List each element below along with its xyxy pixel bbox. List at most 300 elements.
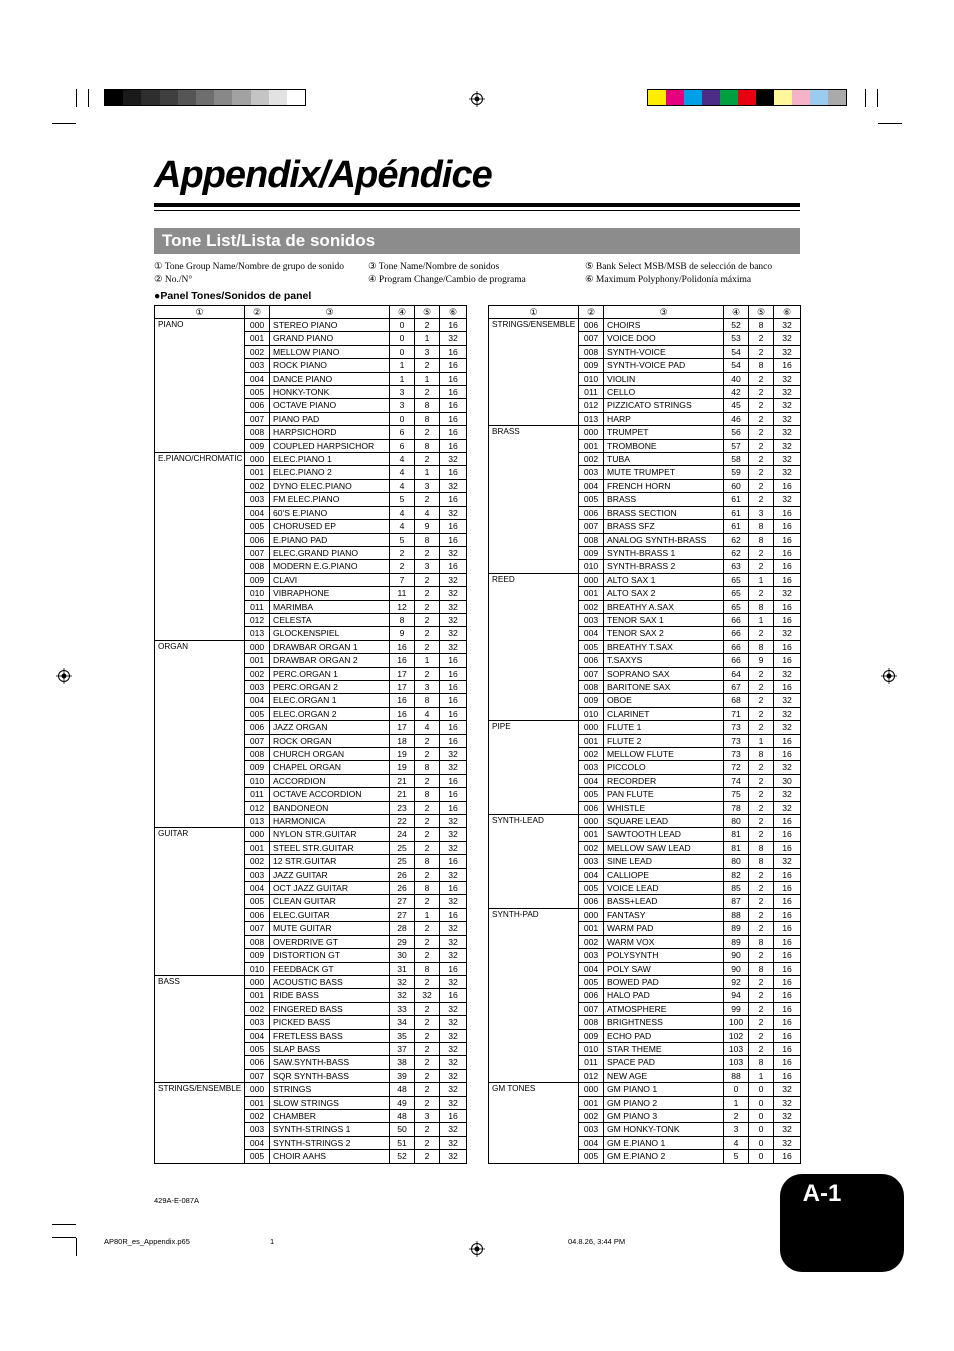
program-change-cell: 89 (724, 935, 749, 948)
tone-number-cell: 005 (579, 975, 604, 988)
program-change-cell: 28 (390, 922, 415, 935)
table-row (489, 667, 801, 680)
tone-number-cell: 006 (245, 908, 270, 921)
polyphony-cell: 16 (774, 815, 801, 828)
tone-name-cell: MODERN E.G.PIANO (270, 560, 390, 573)
tone-number-cell: 001 (579, 734, 604, 747)
tone-name-cell: SPACE PAD (604, 1056, 724, 1069)
polyphony-cell: 32 (440, 949, 467, 962)
program-change-cell: 0 (390, 319, 415, 332)
bank-msb-cell: 2 (749, 412, 774, 425)
table-row (155, 466, 467, 479)
program-change-cell: 56 (724, 426, 749, 439)
polyphony-cell: 16 (774, 520, 801, 533)
table-row (489, 319, 801, 332)
bank-msb-cell: 2 (749, 908, 774, 921)
bank-msb-cell: 2 (749, 386, 774, 399)
polyphony-cell: 32 (440, 546, 467, 559)
tone-number-cell: 002 (245, 667, 270, 680)
bank-msb-cell: 2 (749, 1016, 774, 1029)
bank-msb-cell: 2 (415, 640, 440, 653)
polyphony-cell: 32 (774, 345, 801, 358)
tone-number-cell: 004 (579, 962, 604, 975)
bank-msb-cell: 0 (749, 1109, 774, 1122)
polyphony-cell: 32 (774, 453, 801, 466)
program-change-cell: 32 (390, 989, 415, 1002)
tone-name-cell: T.SAXYS (604, 654, 724, 667)
table-row (155, 908, 467, 921)
tone-name-cell: OCTAVE PIANO (270, 399, 390, 412)
program-change-cell: 26 (390, 882, 415, 895)
tone-name-cell: CHAPEL ORGAN (270, 761, 390, 774)
table-row (489, 949, 801, 962)
tone-number-cell: 000 (245, 1083, 270, 1096)
registration-mark-icon (881, 668, 897, 684)
group-name-cell (155, 372, 245, 385)
polyphony-cell: 16 (440, 1109, 467, 1122)
program-change-cell: 27 (390, 895, 415, 908)
tone-name-cell: BREATHY T.SAX (604, 640, 724, 653)
tone-name-cell: SAW.SYNTH-BASS (270, 1056, 390, 1069)
color-swatch (828, 90, 846, 105)
table-row (489, 533, 801, 546)
column-header: ⑥ (440, 306, 467, 319)
program-change-cell: 0 (390, 412, 415, 425)
table-row (155, 1016, 467, 1029)
bank-msb-cell: 2 (749, 332, 774, 345)
program-change-cell: 99 (724, 1002, 749, 1015)
footer-page: 1 (270, 1237, 275, 1246)
tone-name-cell: ATMOSPHERE (604, 1002, 724, 1015)
bank-msb-cell: 2 (415, 1096, 440, 1109)
group-name-cell (489, 1096, 579, 1109)
table-row (155, 1150, 467, 1163)
group-name-cell (155, 345, 245, 358)
table-row (489, 680, 801, 693)
bank-msb-cell: 2 (749, 707, 774, 720)
group-name-cell (155, 667, 245, 680)
tone-name-cell: ELEC.GUITAR (270, 908, 390, 921)
tone-number-cell: 002 (579, 1109, 604, 1122)
tone-number-cell: 013 (245, 627, 270, 640)
group-name-cell (155, 1136, 245, 1149)
group-name-cell (155, 533, 245, 546)
tone-number-cell: 005 (245, 386, 270, 399)
tone-number-cell: 006 (579, 654, 604, 667)
table-row (155, 935, 467, 948)
title-rule-thin (154, 210, 800, 211)
group-name-cell (489, 1136, 579, 1149)
table-row (489, 479, 801, 492)
polyphony-cell: 16 (440, 774, 467, 787)
group-name-cell (489, 1150, 579, 1163)
bank-msb-cell: 2 (415, 426, 440, 439)
group-name-cell (155, 788, 245, 801)
program-change-cell: 2 (724, 1109, 749, 1122)
program-change-cell: 12 (390, 600, 415, 613)
tone-number-cell: 007 (245, 734, 270, 747)
bank-msb-cell: 2 (749, 694, 774, 707)
column-header: ② (245, 306, 270, 319)
program-change-cell: 4 (390, 520, 415, 533)
polyphony-cell: 16 (774, 560, 801, 573)
polyphony-cell: 16 (440, 989, 467, 1002)
group-name-cell (489, 694, 579, 707)
tone-number-cell: 005 (579, 1150, 604, 1163)
tone-number-cell: 003 (245, 1123, 270, 1136)
bank-msb-cell: 2 (749, 801, 774, 814)
table-row (489, 828, 801, 841)
group-name-cell (155, 1123, 245, 1136)
program-change-cell: 49 (390, 1096, 415, 1109)
color-swatch (648, 90, 666, 105)
bank-msb-cell: 8 (415, 761, 440, 774)
group-name-cell (155, 1150, 245, 1163)
program-change-cell: 66 (724, 613, 749, 626)
legend-item: ② No./N° (154, 275, 193, 285)
tone-number-cell: 010 (245, 587, 270, 600)
program-change-cell: 92 (724, 975, 749, 988)
bank-msb-cell: 3 (415, 345, 440, 358)
registration-mark-icon (56, 668, 72, 684)
polyphony-cell: 16 (774, 734, 801, 747)
group-name-cell (489, 855, 579, 868)
program-change-cell: 58 (724, 453, 749, 466)
table-row (155, 1123, 467, 1136)
tone-number-cell: 004 (245, 506, 270, 519)
program-change-cell: 50 (390, 1123, 415, 1136)
polyphony-cell: 32 (774, 721, 801, 734)
tone-name-cell: PICKED BASS (270, 1016, 390, 1029)
bank-msb-cell: 2 (415, 1042, 440, 1055)
tone-number-cell: 004 (579, 774, 604, 787)
group-name-cell (489, 975, 579, 988)
polyphony-cell: 32 (774, 1123, 801, 1136)
group-name-cell (155, 399, 245, 412)
tone-number-cell: 007 (245, 546, 270, 559)
tone-name-cell: HALO PAD (604, 989, 724, 1002)
bank-msb-cell: 2 (415, 613, 440, 626)
polyphony-cell: 16 (440, 372, 467, 385)
table-row (489, 855, 801, 868)
bank-msb-cell: 8 (749, 520, 774, 533)
tone-name-cell: PICCOLO (604, 761, 724, 774)
tone-name-cell: NYLON STR.GUITAR (270, 828, 390, 841)
program-change-cell: 17 (390, 680, 415, 693)
tone-name-cell: CELLO (604, 386, 724, 399)
program-change-cell: 37 (390, 1042, 415, 1055)
section-title: Tone List/Lista de sonidos (154, 228, 800, 254)
color-swatch (232, 90, 250, 105)
bank-msb-cell: 2 (415, 319, 440, 332)
table-row (155, 882, 467, 895)
bank-msb-cell: 2 (415, 1002, 440, 1015)
polyphony-cell: 16 (774, 680, 801, 693)
group-name-cell (155, 761, 245, 774)
table-row (155, 533, 467, 546)
tone-name-cell: 60'S E.PIANO (270, 506, 390, 519)
program-change-cell: 4 (390, 466, 415, 479)
program-change-cell: 0 (390, 332, 415, 345)
tone-number-cell: 001 (245, 1096, 270, 1109)
program-change-cell: 4 (724, 1136, 749, 1149)
tone-name-cell: COUPLED HARPSICHOR (270, 439, 390, 452)
bank-msb-cell: 1 (415, 654, 440, 667)
bank-msb-cell: 2 (415, 493, 440, 506)
program-change-cell: 29 (390, 935, 415, 948)
program-change-cell: 18 (390, 734, 415, 747)
polyphony-cell: 16 (774, 1029, 801, 1042)
table-row (155, 922, 467, 935)
tone-name-cell: PIANO PAD (270, 412, 390, 425)
bank-msb-cell: 0 (749, 1096, 774, 1109)
group-name-cell: BASS (155, 975, 245, 988)
program-change-cell: 65 (724, 573, 749, 586)
tone-number-cell: 006 (245, 399, 270, 412)
polyphony-cell: 16 (774, 640, 801, 653)
tone-number-cell: 008 (245, 935, 270, 948)
tone-name-cell: SYNTH-BRASS 2 (604, 560, 724, 573)
program-change-cell: 61 (724, 506, 749, 519)
bank-msb-cell: 1 (415, 372, 440, 385)
program-change-cell: 81 (724, 828, 749, 841)
program-change-cell: 42 (724, 386, 749, 399)
polyphony-cell: 16 (440, 533, 467, 546)
group-name-cell: PIPE (489, 721, 579, 734)
table-row (155, 386, 467, 399)
program-change-cell: 88 (724, 908, 749, 921)
tone-number-cell: 000 (579, 573, 604, 586)
bank-msb-cell: 2 (749, 815, 774, 828)
group-name-cell (489, 1069, 579, 1082)
polyphony-cell: 32 (440, 627, 467, 640)
tone-name-cell: SQUARE LEAD (604, 815, 724, 828)
table-row (155, 1109, 467, 1122)
bank-msb-cell: 2 (415, 386, 440, 399)
table-row (155, 1042, 467, 1055)
tone-number-cell: 001 (579, 587, 604, 600)
table-row (155, 855, 467, 868)
table-row (489, 707, 801, 720)
tone-number-cell: 003 (579, 1123, 604, 1136)
tone-number-cell: 009 (245, 573, 270, 586)
tone-number-cell: 000 (245, 828, 270, 841)
tone-number-cell: 002 (245, 345, 270, 358)
table-row (155, 1002, 467, 1015)
table-row (155, 815, 467, 828)
tone-name-cell: WHISTLE (604, 801, 724, 814)
bank-msb-cell: 2 (749, 868, 774, 881)
group-name-cell (155, 466, 245, 479)
program-change-cell: 46 (724, 412, 749, 425)
tone-name-cell: SINE LEAD (604, 855, 724, 868)
table-row (489, 908, 801, 921)
group-name-cell (155, 774, 245, 787)
bank-msb-cell: 3 (749, 506, 774, 519)
table-row (155, 439, 467, 452)
group-name-cell (489, 439, 579, 452)
program-change-cell: 65 (724, 587, 749, 600)
polyphony-cell: 32 (440, 332, 467, 345)
program-change-cell: 25 (390, 841, 415, 854)
polyphony-cell: 16 (440, 734, 467, 747)
group-name-cell (155, 908, 245, 921)
table-row (489, 694, 801, 707)
tone-name-cell: GM PIANO 1 (604, 1083, 724, 1096)
bank-msb-cell: 2 (415, 935, 440, 948)
group-name-cell (155, 412, 245, 425)
table-row (489, 841, 801, 854)
program-change-cell: 52 (390, 1150, 415, 1163)
color-swatch (160, 90, 178, 105)
table-row (155, 412, 467, 425)
bank-msb-cell: 0 (749, 1136, 774, 1149)
table-row (489, 734, 801, 747)
crop-mark (52, 1224, 76, 1225)
bank-msb-cell: 8 (749, 319, 774, 332)
registration-mark-icon (469, 91, 485, 107)
tone-name-cell: TRUMPET (604, 426, 724, 439)
tone-number-cell: 006 (579, 506, 604, 519)
bank-msb-cell: 8 (415, 533, 440, 546)
crop-mark (52, 123, 76, 124)
tone-number-cell: 006 (245, 1056, 270, 1069)
program-change-cell: 19 (390, 761, 415, 774)
program-change-cell: 61 (724, 493, 749, 506)
tone-number-cell: 005 (245, 707, 270, 720)
group-name-cell (489, 479, 579, 492)
color-swatch (756, 90, 774, 105)
bank-msb-cell: 2 (749, 466, 774, 479)
program-change-cell: 35 (390, 1029, 415, 1042)
table-row (489, 466, 801, 479)
table-row (489, 426, 801, 439)
group-name-cell (155, 895, 245, 908)
bank-msb-cell: 2 (415, 949, 440, 962)
tone-number-cell: 002 (579, 748, 604, 761)
tone-number-cell: 004 (579, 1136, 604, 1149)
polyphony-cell: 32 (774, 493, 801, 506)
tone-number-cell: 009 (579, 694, 604, 707)
table-row (155, 560, 467, 573)
polyphony-cell: 16 (440, 707, 467, 720)
polyphony-cell: 16 (774, 748, 801, 761)
tone-number-cell: 000 (579, 426, 604, 439)
bank-msb-cell: 2 (415, 359, 440, 372)
tone-number-cell: 001 (579, 439, 604, 452)
tone-number-cell: 004 (245, 694, 270, 707)
program-change-cell: 57 (724, 439, 749, 452)
bank-msb-cell: 4 (415, 707, 440, 720)
bank-msb-cell: 2 (749, 560, 774, 573)
table-row (489, 1123, 801, 1136)
program-change-cell: 64 (724, 667, 749, 680)
polyphony-cell: 32 (774, 694, 801, 707)
page-title: Appendix/Apéndice (154, 154, 492, 196)
bank-msb-cell: 0 (749, 1150, 774, 1163)
polyphony-cell: 16 (774, 1150, 801, 1163)
program-change-cell: 74 (724, 774, 749, 787)
bank-msb-cell: 3 (415, 479, 440, 492)
program-change-cell: 59 (724, 466, 749, 479)
group-name-cell (155, 426, 245, 439)
tone-number-cell: 002 (579, 600, 604, 613)
polyphony-cell: 16 (440, 801, 467, 814)
polyphony-cell: 16 (440, 694, 467, 707)
tone-number-cell: 008 (579, 345, 604, 358)
tone-number-cell: 005 (579, 882, 604, 895)
group-name-cell: ORGAN (155, 640, 245, 653)
table-row (155, 479, 467, 492)
group-name-cell (489, 1029, 579, 1042)
tone-name-cell: ALTO SAX 2 (604, 587, 724, 600)
bank-msb-cell: 8 (749, 841, 774, 854)
bank-msb-cell: 8 (415, 855, 440, 868)
tone-name-cell: JAZZ GUITAR (270, 868, 390, 881)
program-change-cell: 52 (724, 319, 749, 332)
polyphony-cell: 32 (774, 439, 801, 452)
program-change-cell: 3 (724, 1123, 749, 1136)
group-name-cell (155, 1096, 245, 1109)
polyphony-cell: 32 (774, 386, 801, 399)
table-row (489, 748, 801, 761)
table-row (489, 868, 801, 881)
tone-number-cell: 007 (579, 332, 604, 345)
tone-name-cell: STEREO PIANO (270, 319, 390, 332)
tone-name-cell: POLY SAW (604, 962, 724, 975)
group-name-cell (155, 600, 245, 613)
group-name-cell (155, 949, 245, 962)
program-change-cell: 48 (390, 1109, 415, 1122)
tone-name-cell: 12 STR.GUITAR (270, 855, 390, 868)
color-swatch (720, 90, 738, 105)
table-row (155, 962, 467, 975)
column-header: ⑥ (774, 306, 801, 319)
tone-name-cell: SLOW STRINGS (270, 1096, 390, 1109)
group-name-cell (155, 707, 245, 720)
bank-msb-cell: 1 (415, 466, 440, 479)
program-change-cell: 73 (724, 734, 749, 747)
polyphony-cell: 32 (440, 1136, 467, 1149)
color-swatch (792, 90, 810, 105)
tone-name-cell: ROCK PIANO (270, 359, 390, 372)
tone-number-cell: 004 (245, 372, 270, 385)
group-name-cell: REED (489, 573, 579, 586)
bank-msb-cell: 8 (749, 748, 774, 761)
table-row (489, 1150, 801, 1163)
footer-filename: AP80R_es_Appendix.p65 (104, 1237, 190, 1246)
tone-number-cell: 003 (579, 466, 604, 479)
program-change-cell: 60 (724, 479, 749, 492)
polyphony-cell: 16 (774, 882, 801, 895)
bank-msb-cell: 4 (415, 721, 440, 734)
bank-msb-cell: 2 (415, 667, 440, 680)
program-change-cell: 88 (724, 1069, 749, 1082)
tone-name-cell: GM PIANO 2 (604, 1096, 724, 1109)
tone-number-cell: 001 (579, 1096, 604, 1109)
program-change-cell: 30 (390, 949, 415, 962)
program-change-cell: 0 (724, 1083, 749, 1096)
tone-name-cell: ELEC.PIANO 1 (270, 453, 390, 466)
group-name-cell (489, 560, 579, 573)
polyphony-cell: 32 (440, 922, 467, 935)
group-name-cell (155, 1042, 245, 1055)
tone-name-cell: VIOLIN (604, 372, 724, 385)
polyphony-cell: 32 (440, 868, 467, 881)
color-swatch (702, 90, 720, 105)
program-change-cell: 89 (724, 922, 749, 935)
tone-number-cell: 005 (579, 493, 604, 506)
